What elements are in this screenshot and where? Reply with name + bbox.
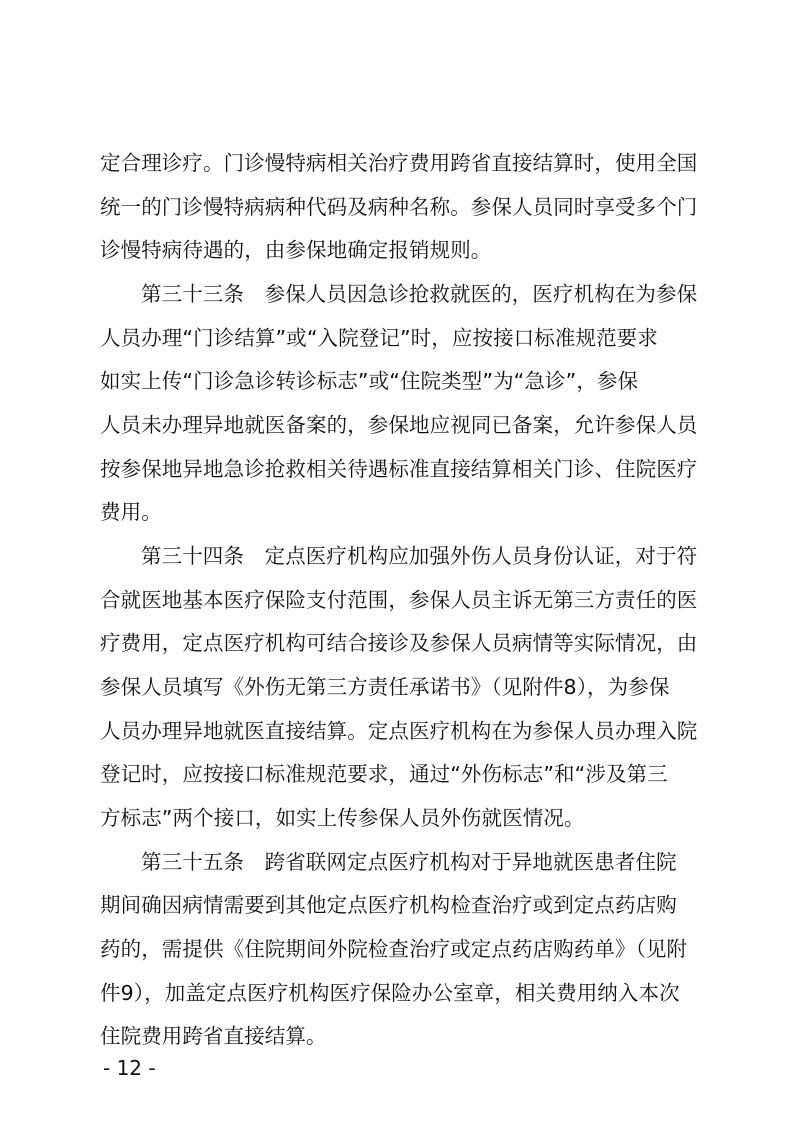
paragraph-4-line-3: 药的，需提供《住院期间外院检查治疗或定点药店购药单》（见附	[100, 937, 688, 961]
paragraph-4-line-2: 期间确因病情需要到其他定点医疗机构检查治疗或到定点药店购	[100, 893, 677, 917]
paragraph-2-line-2: 人员办理“门诊结算”或“入院登记”时，应按接口标准规范要求	[100, 326, 658, 350]
paragraph-1-line-2: 统一的门诊慢特病病种代码及病种名称。参保人员同时享受多个门	[100, 195, 698, 219]
paragraph-1-line-3: 诊慢特病待遇的，由参保地确定报销规则。	[100, 238, 492, 262]
paragraph-4-line-1: 第三十五条 跨省联网定点医疗机构对于异地就医患者住院	[141, 850, 677, 874]
paragraph-3-line-5: 人员办理异地就医直接结算。定点医疗机构在为参保人员办理入院	[100, 719, 698, 743]
paragraph-3-line-1: 第三十四条 定点医疗机构应加强外伤人员身份认证，对于符	[141, 544, 698, 568]
paragraph-1-line-1: 定合理诊疗。门诊慢特病相关治疗费用跨省直接结算时，使用全国	[100, 151, 698, 175]
page-number: - 12 -	[103, 1056, 156, 1080]
paragraph-3-line-7: 方标志”两个接口，如实上传参保人员外伤就医情况。	[100, 806, 585, 830]
paragraph-3-line-6: 登记时，应按接口标准规范要求，通过“外伤标志”和“涉及第三	[100, 762, 668, 786]
paragraph-2-line-1: 第三十三条 参保人员因急诊抢救就医的，医疗机构在为参保	[141, 282, 698, 306]
paragraph-2-line-3: 如实上传“门诊急诊转诊标志”或“住院类型”为“急诊”，参保	[100, 369, 639, 393]
paragraph-3-line-2: 合就医地基本医疗保险支付范围，参保人员主诉无第三方责任的医	[100, 588, 698, 612]
paragraph-2-line-6: 费用。	[100, 500, 162, 524]
paragraph-4-line-5: 住院费用跨省直接结算。	[100, 1024, 327, 1048]
paragraph-4-line-4: 件9），加盖定点医疗机构医疗保险办公室章，相关费用纳入本次	[100, 981, 680, 1005]
paragraph-3-line-3: 疗费用，定点医疗机构可结合接诊及参保人员病情等实际情况，由	[100, 631, 698, 655]
paragraph-3-line-4: 参保人员填写《外伤无第三方责任承诺书》（见附件8），为参保	[100, 675, 670, 699]
paragraph-2-line-5: 按参保地异地急诊抢救相关待遇标准直接结算相关门诊、住院医疗	[100, 457, 698, 481]
paragraph-2-line-4: 人员未办理异地就医备案的，参保地应视同已备案，允许参保人员	[100, 413, 698, 437]
